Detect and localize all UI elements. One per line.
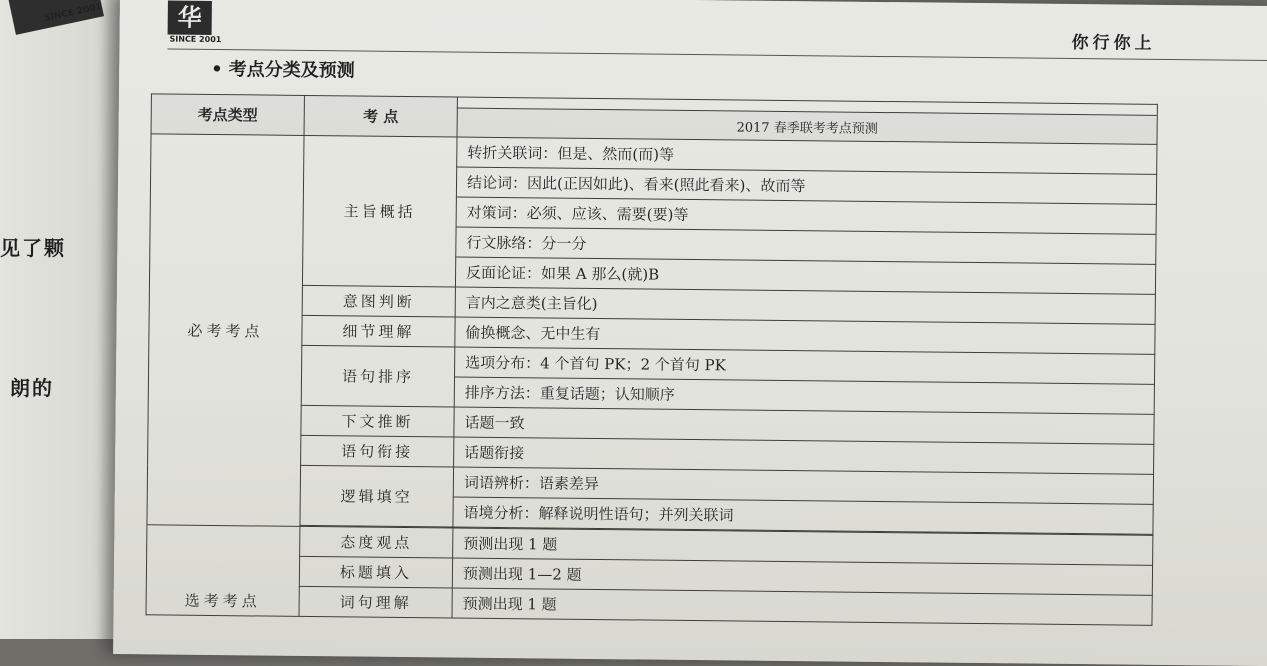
prediction-cell: 话题一致 bbox=[454, 407, 1154, 444]
prediction-cell: 预测出现 1 题 bbox=[452, 588, 1152, 625]
left-page-since: SINCE 2001 bbox=[43, 2, 103, 24]
point-cell: 语句衔接 bbox=[301, 435, 454, 467]
point-cell: 细节理解 bbox=[302, 315, 455, 347]
prediction-cell: 转折关联词：但是、然而(而)等 bbox=[457, 137, 1157, 174]
point-cell: 标题填入 bbox=[299, 556, 452, 588]
prediction-cell: 偷换概念、无中生有 bbox=[455, 317, 1155, 354]
point-cell: 下文推断 bbox=[301, 405, 454, 437]
header-category: 考点类型 bbox=[151, 94, 304, 136]
point-cell: 词句理解 bbox=[299, 586, 452, 618]
prediction-cell: 对策词：必须、应该、需要(要)等 bbox=[456, 197, 1156, 234]
point-cell: 态度观点 bbox=[300, 526, 453, 558]
prediction-cell: 选项分布：4 个首句 PK；2 个首句 PK bbox=[455, 347, 1155, 384]
left-page-fragment: 朗的 bbox=[10, 376, 54, 400]
header-point: 考 点 bbox=[304, 95, 457, 137]
prediction-cell: 预测出现 1—2 题 bbox=[452, 558, 1152, 595]
since-label: SINCE 2001 bbox=[169, 34, 222, 45]
point-cell: 主旨概括 bbox=[302, 135, 457, 287]
prediction-cell: 排序方法：重复话题；认知顺序 bbox=[454, 377, 1154, 414]
prediction-cell: 预测出现 1 题 bbox=[453, 528, 1153, 565]
prediction-cell: 话题衔接 bbox=[454, 437, 1154, 474]
category-cell: 选考考点 bbox=[146, 525, 300, 617]
prediction-cell: 行文脉络：分一分 bbox=[456, 227, 1156, 264]
header-prediction: 2017 春季联考考点预测 bbox=[457, 108, 1157, 144]
prediction-cell: 结论词：因此(正因如此)、看来(照此看来)、故而等 bbox=[456, 167, 1156, 204]
point-cell: 逻辑填空 bbox=[300, 465, 454, 527]
left-page-fragment: 见了颗 bbox=[0, 236, 66, 260]
prediction-cell: 反面论证：如果 A 那么(就)B bbox=[455, 257, 1155, 294]
book-page bbox=[113, 0, 1267, 666]
point-cell: 意图判断 bbox=[302, 285, 455, 317]
section-title: • 考点分类及预测 bbox=[211, 58, 355, 82]
category-cell: 必考考点 bbox=[147, 134, 304, 527]
prediction-cell: 言内之意类(主旨化) bbox=[455, 287, 1155, 324]
prediction-cell: 词语辨析：语素差异 bbox=[453, 467, 1153, 504]
prediction-cell: 语境分析：解释说明性语句；并列关联词 bbox=[453, 497, 1153, 534]
publisher-logo: 华 bbox=[168, 1, 212, 35]
point-cell: 语句排序 bbox=[301, 345, 455, 407]
running-head: 你行你上 bbox=[1071, 32, 1156, 54]
exam-points-table bbox=[145, 93, 1157, 626]
